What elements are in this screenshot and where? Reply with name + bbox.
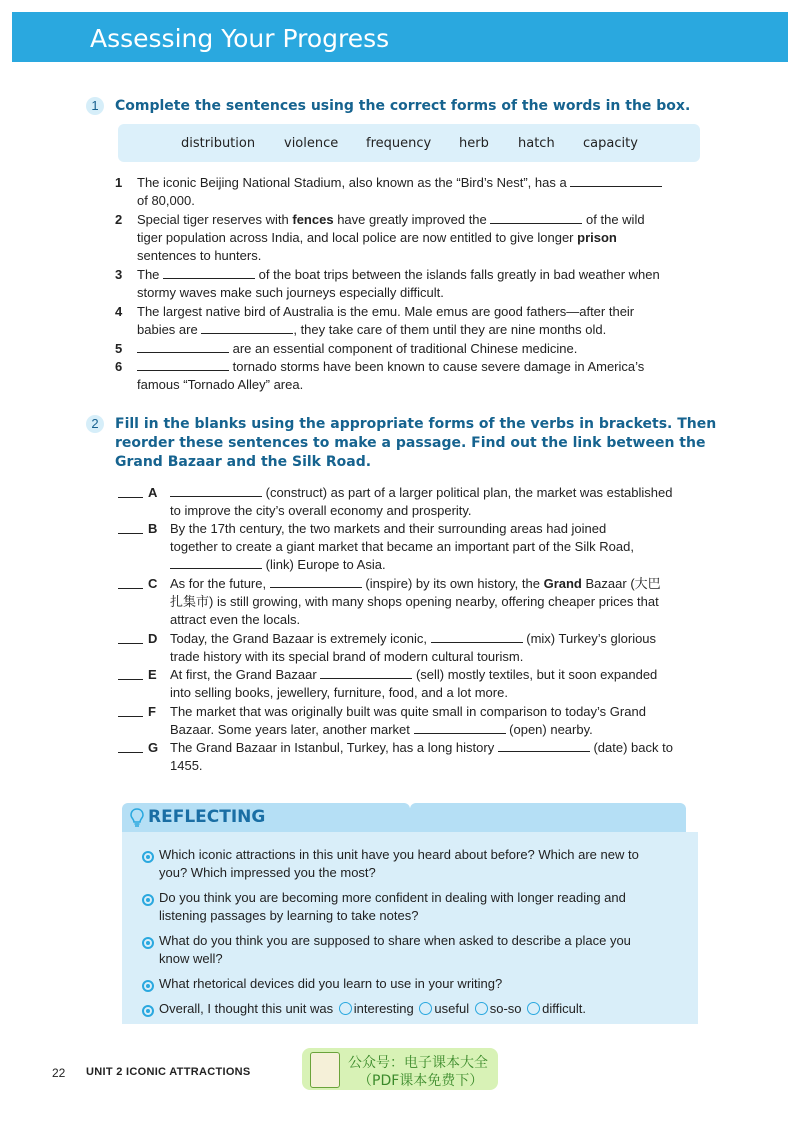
bullet-icon (142, 851, 154, 863)
reflecting-tab-right (410, 803, 686, 833)
reflecting-item-line: Do you think you are becoming more confident in dealing with longer reading and (159, 890, 626, 905)
sentence-line: of 80,000. (137, 193, 195, 208)
sentence-number: 1 (115, 175, 123, 190)
question-1-instruction: Complete the sentences using the correct forms of the words in the box. (115, 98, 691, 114)
answer-blank[interactable] (270, 575, 362, 588)
unit-label: UNIT 2 ICONIC ATTRACTIONS (86, 1066, 251, 1078)
sentence-line: are an essential component of traditional Chinese medicine. (137, 340, 577, 358)
reflecting-item-line: you? Which impressed you the most? (159, 865, 376, 880)
sentence-line: Today, the Grand Bazaar is extremely iconic, (mix) Turkey’s glorious (170, 631, 657, 646)
sentence-line: By the 17th century, the two markets and their surrounding areas had joined (170, 521, 607, 536)
answer-blank[interactable] (170, 556, 262, 569)
sentence-number: 5 (115, 341, 123, 356)
item-letter: D (148, 631, 158, 646)
answer-blank[interactable] (570, 174, 662, 187)
sentence-line: 扎集市) is still growing, with many shops opening nearby, offering cheaper prices that (170, 594, 659, 609)
sentence-line: The of the boat trips between the islands falls greatly in bad weather when (137, 267, 660, 282)
answer-blank[interactable] (201, 321, 293, 334)
answer-blank[interactable] (414, 721, 506, 734)
order-blank[interactable] (118, 523, 143, 534)
bullet-icon (142, 980, 154, 992)
sentence-line: The market that was originally built was quite small in comparison to today’s Grand (170, 704, 646, 719)
bullet-icon (142, 894, 154, 906)
page-number: 22 (52, 1066, 66, 1080)
sentence-line: (link) Europe to Asia. (170, 556, 386, 574)
word-box-item: herb (459, 136, 489, 151)
sentence-number: 6 (115, 359, 123, 374)
sentence-line: together to create a giant market that became an important part of the Silk Road, (170, 539, 634, 554)
stamp-line: 公众号：电子课本大全 (348, 1055, 488, 1071)
sentence-line: into selling books, jewellery, furniture, food, and a lot more. (170, 685, 508, 700)
order-blank[interactable] (118, 487, 143, 498)
lightbulb-icon (130, 808, 144, 833)
stamp-line: （PDF课本免费下） (358, 1073, 484, 1089)
order-blank[interactable] (118, 706, 143, 717)
answer-blank[interactable] (163, 266, 255, 279)
order-blank[interactable] (118, 633, 143, 644)
answer-blank[interactable] (137, 340, 229, 353)
sentence-line: At first, the Grand Bazaar (sell) mostly textiles, but it soon expanded (170, 667, 658, 682)
sentence-line: As for the future, (inspire) by its own history, the Grand Bazaar (大巴 (170, 576, 661, 591)
sentence-line: (construct) as part of a larger political plan, the market was established (170, 484, 672, 502)
sentence-line: tiger population across India, and local police are now entitled to give longer prison (137, 230, 617, 245)
sentence-line: stormy waves make such journeys especially difficult. (137, 285, 444, 300)
sentence-line: babies are , they take care of them until they are nine months old. (137, 322, 607, 337)
option-circle[interactable] (527, 1002, 540, 1015)
item-letter: B (148, 521, 158, 536)
watermark-stamp (302, 1048, 498, 1090)
sentence-line: sentences to hunters. (137, 248, 262, 263)
answer-blank[interactable] (320, 666, 412, 679)
question-2-instruction: Fill in the blanks using the appropriate forms of the verbs in brackets. Then (115, 416, 717, 432)
question-2-number: 2 (86, 415, 104, 433)
sentence-line: The iconic Beijing National Stadium, also known as the “Bird’s Nest”, has a (137, 174, 662, 192)
answer-blank[interactable] (431, 630, 523, 643)
sentence-line: Bazaar. Some years later, another market (open) nearby. (170, 722, 593, 737)
reflecting-item-line: know well? (159, 951, 223, 966)
reflecting-item-line: listening passages by learning to take notes? (159, 908, 419, 923)
sentence-number: 2 (115, 212, 123, 227)
item-letter: G (148, 740, 159, 755)
order-blank[interactable] (118, 578, 143, 589)
sentence-line: Special tiger reserves with fences have greatly improved the of the wild (137, 212, 645, 227)
sentence-line: The largest native bird of Australia is the emu. Male emus are good fathers—after their (137, 304, 635, 319)
item-letter: C (148, 576, 158, 591)
sentence-line: 1455. (170, 758, 203, 773)
book-icon (310, 1052, 340, 1088)
reflecting-item-line: Which iconic attractions in this unit have you heard about before? Which are new to (159, 847, 639, 862)
question-2-instruction: reorder these sentences to make a passage. Find out the link between the (115, 435, 706, 451)
reflecting-item-line: What do you think you are supposed to share when asked to describe a place you (159, 933, 631, 948)
sentence-line: to improve the city’s overall economy and prosperity. (170, 503, 472, 518)
word-box-item: capacity (583, 136, 638, 151)
page-title: Assessing Your Progress (90, 24, 390, 53)
question-2-instruction: Grand Bazaar and the Silk Road. (115, 454, 372, 470)
item-letter: E (148, 667, 157, 682)
word-box-item: frequency (366, 136, 432, 151)
bullet-icon (142, 937, 154, 949)
item-letter: F (148, 704, 156, 719)
answer-blank[interactable] (137, 358, 229, 371)
page-header (12, 12, 788, 62)
option-circle[interactable] (419, 1002, 432, 1015)
answer-blank[interactable] (170, 484, 262, 497)
reflecting-title: REFLECTING (148, 807, 266, 827)
option-circle[interactable] (339, 1002, 352, 1015)
sentence-line: attract even the locals. (170, 612, 301, 627)
item-letter: A (148, 485, 158, 500)
word-box-item: hatch (518, 136, 555, 151)
sentence-number: 4 (115, 304, 123, 319)
answer-blank[interactable] (490, 211, 582, 224)
bullet-icon (142, 1005, 154, 1017)
word-box-item: distribution (181, 136, 256, 151)
option-circle[interactable] (475, 1002, 488, 1015)
answer-blank[interactable] (498, 739, 590, 752)
sentence-number: 3 (115, 267, 123, 282)
order-blank[interactable] (118, 742, 143, 753)
sentence-line: famous “Tornado Alley” area. (137, 377, 304, 392)
reflecting-item-line: What rhetorical devices did you learn to use in your writing? (159, 976, 503, 991)
word-box-item: violence (284, 136, 339, 151)
sentence-line: trade history with its special brand of modern cultural tourism. (170, 649, 524, 664)
question-1-number: 1 (86, 97, 104, 115)
sentence-line: The Grand Bazaar in Istanbul, Turkey, has a long history (date) back to (170, 740, 673, 755)
order-blank[interactable] (118, 669, 143, 680)
sentence-line: tornado storms have been known to cause severe damage in America’s (137, 358, 644, 376)
reflecting-rating-line: Overall, I thought this unit was interesting useful so-so difficult. (159, 1001, 586, 1016)
